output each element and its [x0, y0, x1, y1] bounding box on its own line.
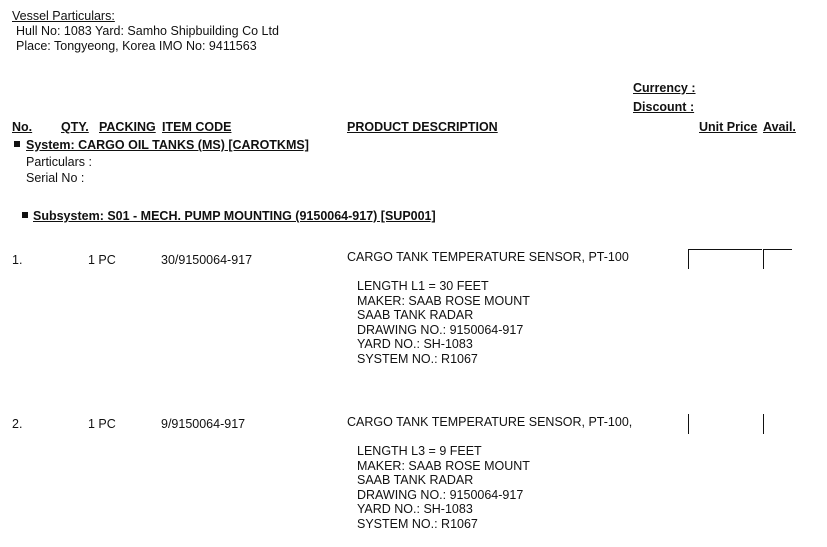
- item-detail-line: DRAWING NO.: 9150064-917: [357, 487, 524, 502]
- item-title: CARGO TANK TEMPERATURE SENSOR, PT-100,: [347, 415, 633, 429]
- item-detail-line: MAKER: SAAB ROSE MOUNT: [357, 293, 530, 308]
- discount-label: Discount :: [633, 100, 695, 114]
- item-detail-line: SYSTEM NO.: R1067: [357, 516, 478, 531]
- col-header-qty: QTY.: [61, 120, 89, 134]
- col-header-description: PRODUCT DESCRIPTION: [347, 120, 498, 134]
- vessel-particulars-heading: Vessel Particulars:: [12, 9, 115, 23]
- system-serial-label: Serial No :: [26, 171, 85, 185]
- item-detail-line: SAAB TANK RADAR: [357, 308, 474, 323]
- item-detail-line: LENGTH L1 = 30 FEET: [357, 279, 489, 293]
- subsystem-title: Subsystem: S01 - MECH. PUMP MOUNTING (9150064-917) [SUP001]: [33, 209, 436, 223]
- system-bullet-icon: [14, 141, 20, 147]
- item-qty: 1 PC: [88, 417, 116, 431]
- item-detail-line: YARD NO.: SH-1083: [357, 337, 473, 352]
- col-header-unit-price: Unit Price: [699, 120, 758, 134]
- item-detail-line: DRAWING NO.: 9150064-917: [357, 322, 524, 337]
- col-header-no: No.: [12, 120, 33, 134]
- system-particulars-label: Particulars :: [26, 155, 92, 169]
- vessel-hull-yard: Hull No: 1083 Yard: Samho Shipbuilding Co Ltd: [16, 24, 279, 38]
- col-header-avail: Avail.: [763, 120, 796, 134]
- system-title: System: CARGO OIL TANKS (MS) [CAROTKMS]: [26, 138, 309, 152]
- item-detail-line: LENGTH L3 = 9 FEET: [357, 444, 482, 458]
- item-detail-line: YARD NO.: SH-1083: [357, 502, 473, 517]
- item-code: 30/9150064-917: [161, 253, 253, 267]
- col-header-packing: PACKING: [99, 120, 156, 134]
- vessel-place-imo: Place: Tongyeong, Korea IMO No: 9411563: [16, 39, 257, 53]
- item-no: 2.: [12, 417, 23, 431]
- item-title: CARGO TANK TEMPERATURE SENSOR, PT-100: [347, 250, 629, 264]
- item-details: [357, 444, 530, 532]
- item-detail-line: SAAB TANK RADAR: [357, 473, 474, 488]
- item-detail-line: SYSTEM NO.: R1067: [357, 351, 478, 366]
- item-details: [357, 279, 530, 367]
- subsystem-bullet-icon: [22, 212, 28, 218]
- item-no: 1.: [12, 253, 23, 267]
- item-detail-line: MAKER: SAAB ROSE MOUNT: [357, 458, 530, 473]
- item-code: 9/9150064-917: [161, 417, 246, 431]
- item-qty: 1 PC: [88, 253, 116, 267]
- currency-label: Currency :: [633, 81, 696, 95]
- col-header-item-code: ITEM CODE: [162, 120, 232, 134]
